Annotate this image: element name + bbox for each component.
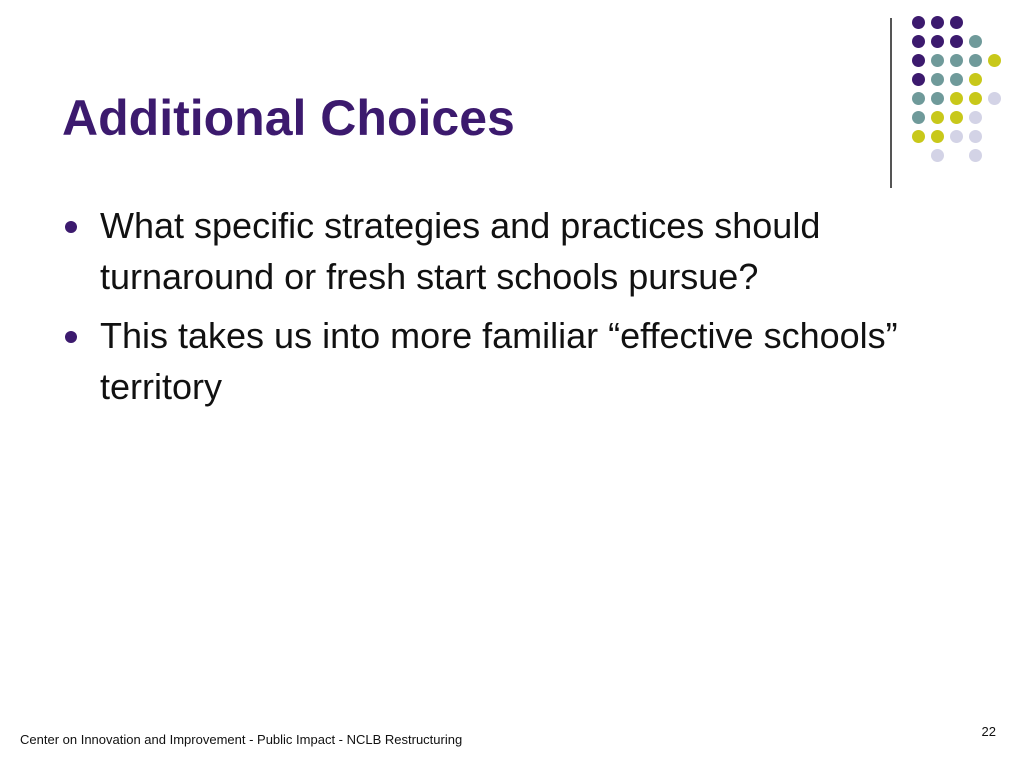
decorative-dot — [912, 111, 925, 124]
decorative-dot — [931, 73, 944, 86]
slide-title: Additional Choices — [62, 90, 515, 146]
decorative-dot — [969, 35, 982, 48]
bullet-icon — [65, 221, 77, 233]
decorative-dot — [931, 111, 944, 124]
decorative-dot — [931, 149, 944, 162]
decorative-dot — [931, 92, 944, 105]
decorative-dot — [950, 35, 963, 48]
decorative-dot — [950, 92, 963, 105]
decorative-dot — [988, 92, 1001, 105]
decorative-dot — [950, 111, 963, 124]
decorative-dot — [969, 73, 982, 86]
decorative-dot-grid — [0, 0, 1024, 200]
decorative-dot — [912, 92, 925, 105]
decorative-dot — [969, 149, 982, 162]
decorative-dot — [950, 130, 963, 143]
bullet-item — [62, 200, 982, 302]
decorative-dot — [912, 130, 925, 143]
decorative-dot — [912, 35, 925, 48]
decorative-dot — [931, 130, 944, 143]
bullet-icon — [65, 331, 77, 343]
decorative-dot — [969, 130, 982, 143]
decorative-dot — [950, 54, 963, 67]
bullet-text: This takes us into more familiar “effective schools” territory — [100, 315, 898, 407]
decorative-dot — [912, 16, 925, 29]
decorative-dot — [931, 35, 944, 48]
decorative-dot — [969, 111, 982, 124]
decorative-dot — [912, 54, 925, 67]
decorative-dot — [969, 92, 982, 105]
decorative-dot — [950, 16, 963, 29]
footer-text: Center on Innovation and Improvement - Public Impact - NCLB Restructuring — [20, 732, 463, 747]
decorative-dot — [969, 54, 982, 67]
page-number: 22 — [981, 724, 996, 739]
bullet-text: What specific strategies and practices should turnaround or fresh start schools pursue? — [100, 205, 821, 297]
decorative-dot — [931, 54, 944, 67]
decorative-dot — [988, 54, 1001, 67]
bullet-list — [62, 200, 982, 420]
decorative-dot — [912, 73, 925, 86]
decorative-dot — [931, 16, 944, 29]
decorative-dot — [950, 73, 963, 86]
bullet-item — [62, 310, 982, 412]
